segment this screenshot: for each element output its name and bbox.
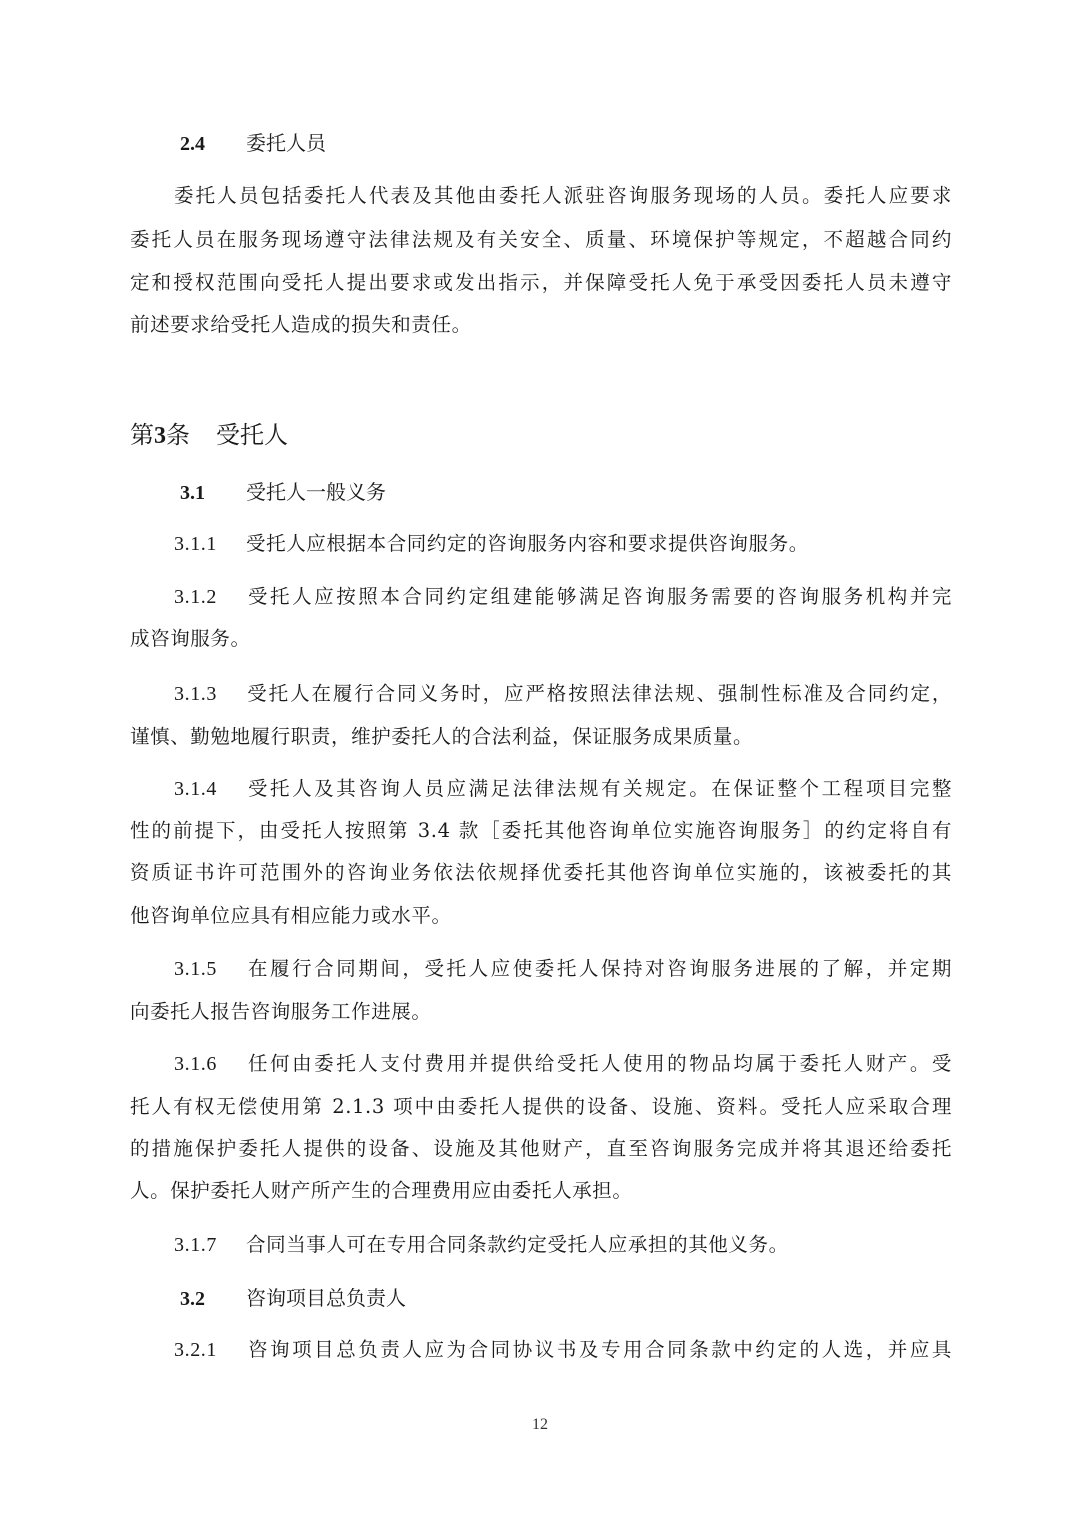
clause-3-1-4: [130, 777, 952, 801]
clause-3-1-3: [130, 682, 952, 706]
clause-number: 3.1.3: [174, 683, 217, 705]
section-heading-2-4: [180, 131, 326, 156]
clause-3-1-2: [130, 585, 952, 609]
paragraph-line: 委托人员在服务现场遵守法律法规及有关安全、质量、环境保护等规定，不超越合同约: [130, 228, 952, 251]
section-title: 委托人员: [246, 131, 326, 155]
clause-number: 3.1.6: [174, 1053, 217, 1075]
clause-text: 合同当事人可在专用合同条款约定受托人应承担的其他义务。: [246, 1233, 789, 1256]
paragraph-line: 的措施保护委托人提供的设备、设施及其他财产，直至咨询服务完成并将其退还给委托: [130, 1137, 952, 1160]
clause-number: 3.2.1: [174, 1339, 217, 1361]
clause-3-1-1: [130, 532, 952, 556]
section-title: 受托人一般义务: [246, 480, 386, 504]
paragraph-line: 性的前提下，由受托人按照第 3.4 款［委托其他咨询单位实施咨询服务］的约定将自有: [130, 819, 952, 842]
clause-number: 3.1.2: [174, 586, 217, 608]
clause-text: 受托人及其咨询人员应满足法律法规有关规定。在保证整个工程项目完整: [246, 777, 952, 800]
paragraph-line: 成咨询服务。: [130, 627, 251, 650]
clause-number: 3.1.4: [174, 778, 217, 800]
section-number: 3.2: [180, 1288, 205, 1310]
clause-3-2-1: [130, 1338, 952, 1362]
clause-text: 在履行合同期间，受托人应使委托人保持对咨询服务进展的了解，并定期: [246, 957, 952, 980]
paragraph-line: 资质证书许可范围外的咨询业务依法依规择优委托其他咨询单位实施的，该被委托的其: [130, 861, 952, 884]
paragraph-line: 他咨询单位应具有相应能力或水平。: [130, 904, 452, 927]
clause-number: 3.1.1: [174, 533, 217, 555]
paragraph-line: 前述要求给受托人造成的损失和责任。: [130, 313, 472, 336]
section-heading-3-1: [180, 480, 386, 505]
section-number: 3.1: [180, 482, 205, 504]
article-heading-3: [130, 420, 288, 451]
page-number: 12: [532, 1416, 548, 1433]
paragraph-line: 定和授权范围向受托人提出要求或发出指示，并保障受托人免于承受因委托人员未遵守: [130, 271, 952, 294]
paragraph-line: 谨慎、勤勉地履行职责，维护委托人的合法利益，保证服务成果质量。: [130, 725, 754, 748]
clause-text: 受托人在履行合同义务时，应严格按照法律法规、强制性标准及合同约定，: [246, 682, 952, 705]
clause-3-1-7: [130, 1233, 952, 1257]
paragraph-line: 委托人员包括委托人代表及其他由委托人派驻咨询服务现场的人员。委托人应要求: [174, 184, 952, 207]
clause-number: 3.1.5: [174, 958, 217, 980]
paragraph-line: 向委托人报告咨询服务工作进展。: [130, 1000, 432, 1023]
article-suffix: 条: [166, 421, 190, 449]
section-number: 2.4: [180, 133, 205, 155]
paragraph-line: 托人有权无偿使用第 2.1.3 项中由委托人提供的设备、设施、资料。受托人应采取合理: [130, 1095, 952, 1118]
clause-text: 受托人应按照本合同约定组建能够满足咨询服务需要的咨询服务机构并完: [246, 585, 952, 608]
paragraph-line: 人。保护委托人财产所产生的合理费用应由委托人承担。: [130, 1179, 633, 1202]
clause-3-1-5: [130, 957, 952, 981]
article-title: 受托人: [216, 421, 288, 449]
section-heading-3-2: [180, 1286, 406, 1311]
article-number: 3: [154, 423, 166, 449]
clause-3-1-6: [130, 1052, 952, 1076]
article-prefix: 第: [130, 421, 154, 449]
clause-text: 任何由委托人支付费用并提供给受托人使用的物品均属于委托人财产。受: [246, 1052, 952, 1075]
section-title: 咨询项目总负责人: [246, 1286, 406, 1310]
clause-text: 受托人应根据本合同约定的咨询服务内容和要求提供咨询服务。: [246, 532, 809, 555]
clause-number: 3.1.7: [174, 1234, 217, 1256]
clause-text: 咨询项目总负责人应为合同协议书及专用合同条款中约定的人选，并应具: [246, 1338, 952, 1361]
